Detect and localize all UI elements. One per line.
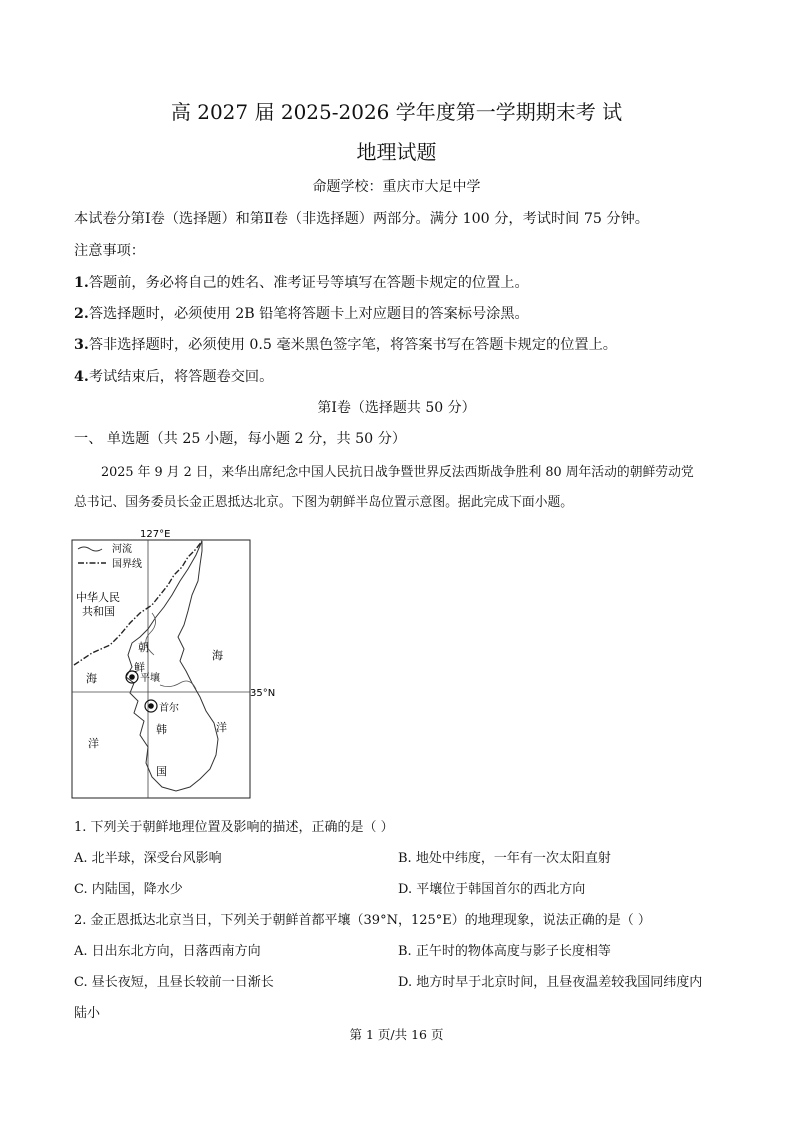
latitude-label: 35°N <box>250 688 276 699</box>
legend-river: 河流 <box>112 544 132 555</box>
north-korea-label-2: 鲜 <box>134 661 145 674</box>
note-text: 答选择题时，必须使用 2B 铅笔将答题卡上对应题目的答案标号涂黑。 <box>88 306 529 322</box>
note-text: 考试结束后，将答题卷交回。 <box>88 369 274 385</box>
q2-option-c: C. 昼长夜短，且昼长较前一日渐长 <box>74 975 274 990</box>
page-footer: 第 1 页/共 16 页 <box>349 1027 444 1042</box>
note-text: 答题前，务必将自己的姓名、准考证号等填写在答题卡规定的位置上。 <box>88 275 529 291</box>
map-frame <box>72 540 250 798</box>
china-label-2: 共和国 <box>82 605 115 618</box>
longitude-label: 127°E <box>140 529 171 540</box>
north-korea-label-1: 朝 <box>138 641 149 654</box>
note-4 <box>74 366 273 386</box>
note-number: 2. <box>74 306 89 322</box>
yellow-sea-label: 海 <box>86 672 97 685</box>
exam-statement: 本试卷分第Ⅰ卷（选择题）和第Ⅱ卷（非选择题）两部分。满分 100 分，考试时间 75 分钟。 <box>74 211 649 227</box>
q2-option-b: B. 正午时的物体高度与影子长度相等 <box>398 944 611 959</box>
part1-heading: 第Ⅰ卷（选择题共 50 分） <box>317 400 476 416</box>
subject-title: 地理试题 <box>356 140 437 164</box>
note-1 <box>74 272 529 292</box>
q2-option-d-continued: 陆小 <box>74 1006 101 1021</box>
korean-peninsula-map <box>60 525 300 810</box>
question-1-stem: 1. 下列关于朝鲜地理位置及影响的描述，正确的是（ ） <box>74 820 394 835</box>
south-korea-label-1: 韩 <box>156 723 167 736</box>
q1-option-b: B. 地处中纬度，一年有一次太阳直射 <box>398 851 611 866</box>
q1-option-c: C. 内陆国，降水少 <box>74 882 183 897</box>
east-sea-label: 海 <box>212 649 223 662</box>
note-number: 1. <box>74 275 89 291</box>
pacific-label-right: 洋 <box>216 721 227 734</box>
exam-title: 高 2027 届 2025-2026 学年度第一学期期末考 试 <box>170 100 623 124</box>
south-korea-label-2: 国 <box>156 765 167 778</box>
note-3 <box>74 334 617 354</box>
passage-line-2: 总书记、国务委员长金正恩抵达北京。下图为朝鲜半岛位置示意图。据此完成下面小题。 <box>74 495 574 510</box>
question-2-stem: 2. 金正恩抵达北京当日，下列关于朝鲜首都平壤（39°N，125°E）的地理现象，说法正确的是（ ） <box>74 913 651 928</box>
pacific-label-left: 洋 <box>88 737 99 750</box>
q2-option-d: D. 地方时早于北京时间，且昼夜温差较我国同纬度内 <box>398 975 703 990</box>
pyongyang-label: 平壤 <box>140 673 160 684</box>
note-text: 答非选择题时，必须使用 0.5 毫米黑色签字笔，将答案书写在答题卡规定的位置上。 <box>88 337 617 353</box>
river-legend-symbol <box>78 547 102 551</box>
river-line <box>160 681 196 689</box>
q1-option-d: D. 平壤位于韩国首尔的西北方向 <box>398 882 586 897</box>
note-number: 3. <box>74 337 89 353</box>
passage-line-1: 2025 年 9 月 2 日，来华出席纪念中国人民抗日战争暨世界反法西斯战争胜利 80 周年活动的朝鲜劳动党 <box>101 465 694 480</box>
q1-option-a: A. 北半球，深受台风影响 <box>74 851 222 866</box>
q2-option-a: A. 日出东北方向，日落西南方向 <box>74 944 261 959</box>
notice-title: 注意事项： <box>74 243 145 259</box>
capital-dot <box>129 674 135 680</box>
legend-border: 国界线 <box>112 559 142 570</box>
note-2 <box>74 303 529 323</box>
seoul-label: 首尔 <box>159 703 179 714</box>
capital-dot <box>148 703 154 709</box>
section-heading: 一、 单选题（共 25 小题，每小题 2 分，共 50 分） <box>74 431 407 447</box>
school-line: 命题学校：重庆市大足中学 <box>312 179 481 195</box>
china-label-1: 中华人民 <box>76 591 120 604</box>
note-number: 4. <box>74 369 89 385</box>
